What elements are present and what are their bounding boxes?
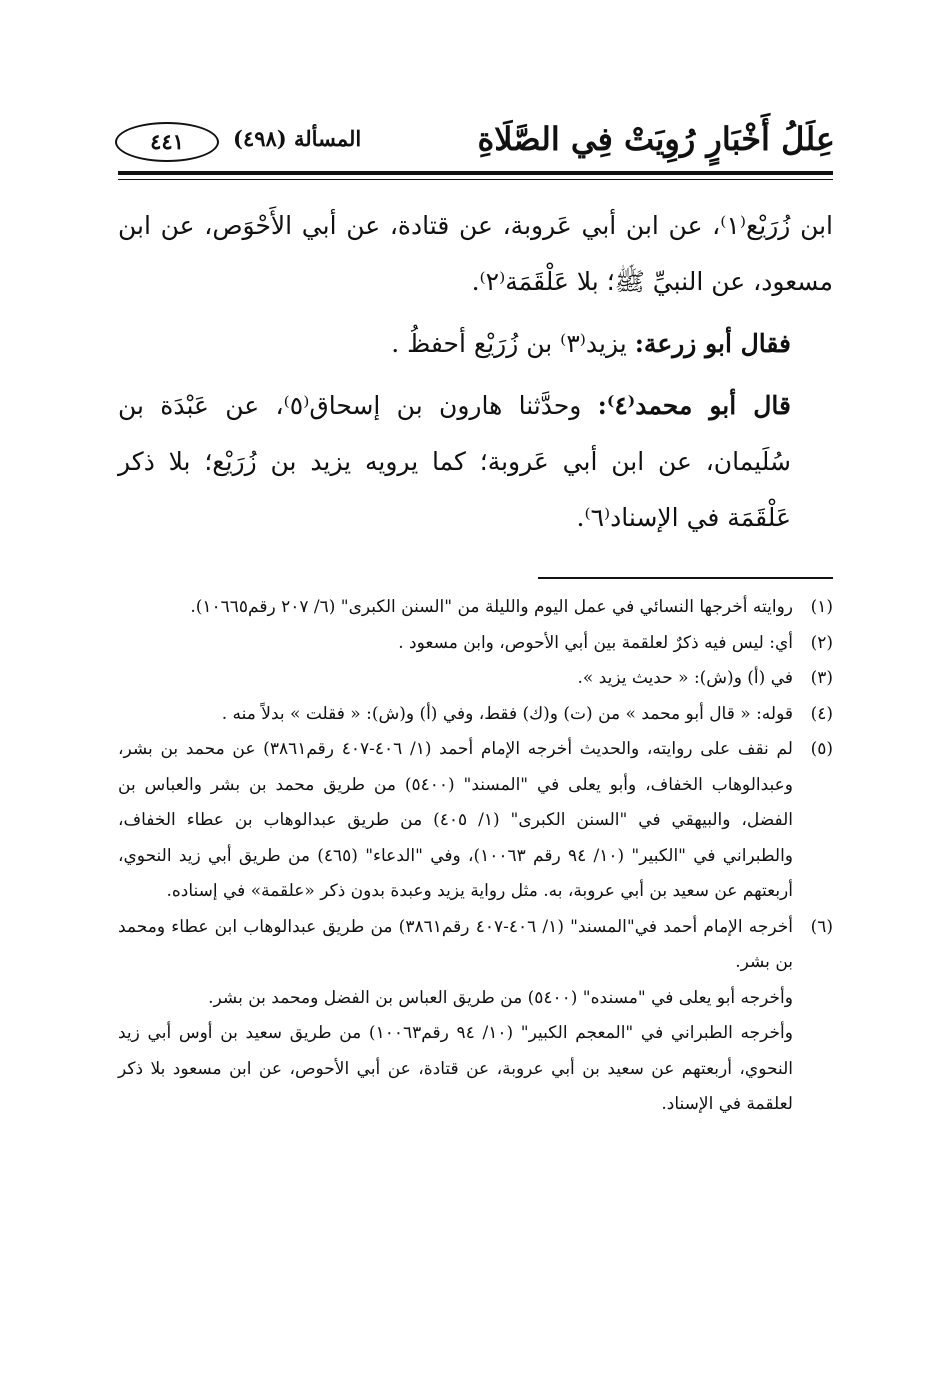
footnote xyxy=(118,661,833,697)
paragraph-text: يزيد⁽٣⁾ بن زُرَيْع أحفظُ . xyxy=(391,329,635,358)
footnote-text: أي: ليس فيه ذكرٌ لعلقمة بين أبي الأحوص، وابن مسعود . xyxy=(398,632,793,653)
running-header xyxy=(115,118,835,166)
footnote xyxy=(118,590,833,626)
footnote-number: (٣) xyxy=(810,668,833,688)
footnote-number: (١) xyxy=(810,597,833,617)
main-text xyxy=(118,198,833,546)
footnote xyxy=(118,697,833,733)
paragraph-1: ابن زُرَيْع⁽١⁾، عن ابن أبي عَروبة، عن قتادة، عن أبي الأَحْوَص، عن ابن مسعود، عن النبيِّ ﷺ؛ بلا عَلْقَمَة⁽٢⁾. xyxy=(118,211,833,296)
paragraph-text: وحدَّثنا هارون بن إسحاق⁽٥⁾، عن عَبْدَة بن سُلَيمان، عن ابن أبي عَروبة؛ كما يرويه يزيد بن زُرَيْع؛ بلا ذكر عَلْقَمَة في الإسناد⁽٦⁾. xyxy=(118,391,791,532)
footnote-text: روايته أخرجها النسائي في عمل اليوم والليلة من "السنن الكبرى" (٦/ ٢٠٧ رقم١٠٦٦٥). xyxy=(190,597,793,617)
header-rule-thin xyxy=(118,179,833,180)
footnote-text: قوله: « قال أبو محمد » من (ت) و(ك) فقط، وفي (أ) و(ش): « فقلت » بدلاً منه . xyxy=(221,703,793,724)
footnote-text: أخرجه الإمام أحمد في"المسند" (١/ ٤٠٦-٤٠٧ رقم٣٨٦١) من طريق عبدالوهاب ابن عطاء ومحمد بن بشر. وأخرجه أبو يعلى في "مسنده" (٥٤٠٠) من طريق العباس بن الفضل ومحمد بن بشر. وأخرجه الطبراني في "المعجم الكبير" (١٠/ ٩٤ رقم١٠٠٦٣) من طريق سعيد بن أوس أبي زيد النحوي، أربعتهم عن سعيد بن أبي عروبة، عن قتادة، عن أبي الأحوص، عن ابن مسعود بلا ذكر لعلقمة في الإسناد. xyxy=(118,916,793,1114)
footnote-number: (٤) xyxy=(810,703,833,724)
book-title: عِلَلُ أَخْبَارٍ رُوِيَتْ فِي الصَّلَاةِ xyxy=(477,120,835,158)
footnote-text: لم نقف على روايته، والحديث أخرجه الإمام أحمد (١/ ٤٠٦-٤٠٧ رقم٣٨٦١) عن محمد بن بشر، وعبدالوهاب الخفاف، وأبو يعلى في "المسند" (٥٤٠٠) من طريق محمد بن بشر والعباس بن الفضل، والبيهقي في "السنن الكبرى" (١/ ٤٠٥) من طريق عبدالوهاب بن عطاء الخفاف، والطبراني في "الكبير" (١٠/ ٩٤ رقم ١٠٠٦٣)، وفي "الدعاء" (٤٦٥) من طريق أبي زيد النحوي، أربعتهم عن سعيد بن أبي عروبة، به. مثل رواية يزيد وعبدة بدون ذكر «علقمة» في إسناده. xyxy=(118,739,794,901)
footnote-number: (٢) xyxy=(810,632,833,653)
speaker-label: فقال أبو زرعة: xyxy=(634,329,791,358)
header-rule-thick xyxy=(118,171,833,175)
issue-label: المسألة (٤٩٨) xyxy=(233,126,362,151)
paragraph-2 xyxy=(118,316,833,372)
footnote-separator xyxy=(538,577,833,579)
speaker-label: قال أبو محمد⁽٤⁾: xyxy=(597,391,792,420)
footnote-text: في (أ) و(ش): « حديث يزيد ». xyxy=(577,668,793,688)
paragraph-3 xyxy=(118,378,833,546)
page-number: ٤٤١ xyxy=(115,122,219,162)
footnote-number: (٥) xyxy=(810,739,833,759)
footnote-number: (٦) xyxy=(810,916,833,937)
footnote xyxy=(118,910,833,1123)
footnote xyxy=(118,626,833,662)
footnotes xyxy=(118,590,833,1123)
footnote xyxy=(118,732,833,910)
